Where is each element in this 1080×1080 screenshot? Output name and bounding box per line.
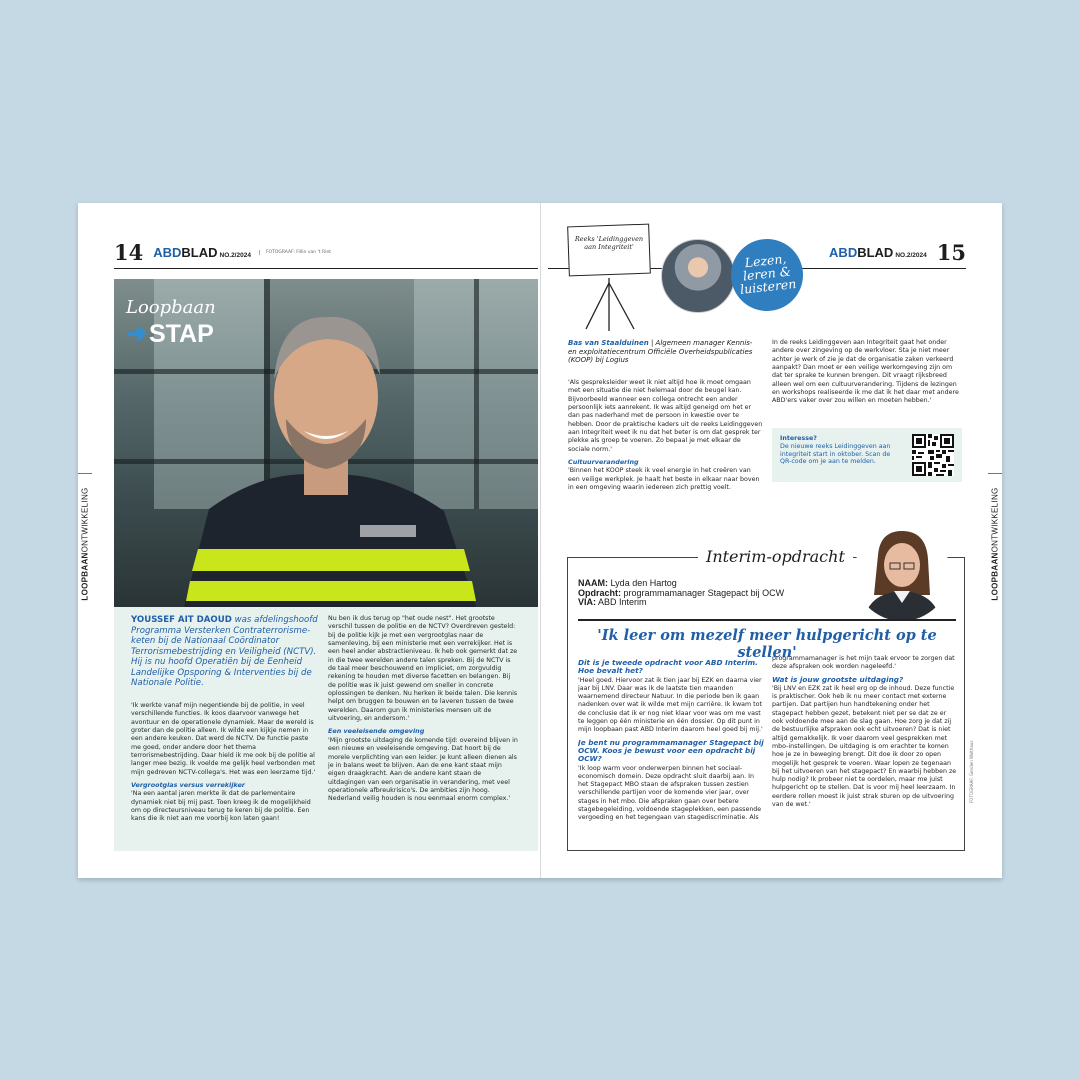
interim-title: Interim-opdracht bbox=[698, 547, 853, 566]
answer: 'Bij LNV en EZK zat ik heel erg op de inhoud. Deze functie is praktischer. Ook heb ik nu meer contact met externe partijen. Dat partijen hun handtekening onder het stagepact hebben gezet, betekent niet per se dat ze er ook voldoende mee aan de slag gaan. Hoe zorg je dat zij de bestuurlijke afspraken ook echt uitvoeren? Dat is niet altijd gemakkelijk. Ik voer daarom veel gesprekken met mbo-instellingen. De uitdaging is om erachter te komen hoe je ze in beweging brengt. Dit doe ik door zo open mogelijk het gesprek te voeren. Waar lopen ze tegenaan bij het uitvoeren van het stagepact? En waarbij hebben ze hulp nodig? Ik probeer niet te oordelen, maar me juist hulpgericht op te stellen. Dat is voor mij heel leerzaam. In eerdere rollen moest ik juist strak sturen op de uitvoering van de wet.' bbox=[772, 684, 957, 809]
photo-credit-right: FOTOGRAAF: Gerdien Wolthaus bbox=[969, 740, 974, 803]
qr-code-icon[interactable] bbox=[912, 434, 954, 476]
page-number-right: 15 bbox=[936, 240, 966, 265]
divider bbox=[578, 619, 956, 621]
opdracht-value: programmamanager Stagepact bij OCW bbox=[623, 587, 785, 598]
issue-number-right: NO.2/2024 bbox=[895, 252, 927, 259]
pull-quote: 'Ik leer om mezelf meer hulpgericht op te stellen' bbox=[597, 627, 937, 661]
question: Dit is je tweede opdracht voor ABD Interim. Hoe bevalt het? bbox=[578, 658, 758, 676]
answer: 'Ik loop warm voor onderwerpen binnen het sociaal-economisch domein. Deze opdracht sluit daarbij aan. In het Stagepact MBO staan de afspraken tussen zestien verschillende partijen voor de komende vier jaar, over stages in het mbo. Die afspraken gaan over betere stagebegeleiding, voldoende stageplekken, een passende vergoeding en het tegengaan van stagediscriminatie. Als bbox=[578, 764, 762, 822]
lyda-illustration bbox=[854, 525, 950, 621]
naam-value: Lyda den Hartog bbox=[610, 578, 677, 588]
question: Je bent nu programmamanager Stagepact bij OCW. Koos je bewust voor een opdracht bij OCW? bbox=[578, 737, 764, 764]
magazine-spread bbox=[78, 203, 1002, 878]
answer: 'Heel goed. Hiervoor zat ik tien jaar bij EZK en daarna vier jaar bij LNV. Daar was ik de laatste tien maanden waarnemend directeur Natuur. In die periode ben ik gaan nadenken over wat ik wilde met mijn carrière. Ik kwam tot de conclusie dat ik er nog niet klaar voor was om me vast te leggen op één ministerie en één dossier. Op dit punt in mijn loopbaan past ABD Interim daarom heel goed bij mij.' bbox=[578, 676, 763, 734]
subheading: Cultuurverandering bbox=[568, 458, 639, 467]
interview-column-2 bbox=[772, 655, 958, 847]
section-title-stap: ➔STAP bbox=[126, 320, 214, 348]
paragraph: Nu ben ik dus terug op "het oude nest". Het grootste verschil tussen de politie en de NCTV? Overdreven gesteld: bij de politie kijk je met een vergrootglas naar de samenleving, bij een ministerie met een verrekijker. Het is een heel ander abstractieniveau. Ik heb ook gemerkt dat ze in die twee werelden andere talen spreken. Bij de NCTV is de taal meer beschouwend en impliciet, om zorgvuldig rekening te houden met diverse facetten en belangen. Bij de politie was ik juist gewend om sneller in concrete oplossingen te denken. Nu herken ik beide talen. Die kennis helpt om bruggen te bouwen en te laveren tussen de twee werelden. Daarom gun ik ministeries mensen uit de uitvoering, en andersom.' bbox=[328, 615, 518, 723]
via-value: ABD Interim bbox=[598, 597, 647, 607]
section-script-loopbaan: Loopbaan bbox=[126, 297, 216, 318]
gutter bbox=[540, 203, 541, 878]
easel-legs-icon bbox=[568, 223, 658, 333]
subheading: Een veeleisende omgeving bbox=[328, 727, 425, 736]
brand-logo-right: ABDBLAD NO.2/2024 bbox=[829, 245, 927, 260]
right-column-2 bbox=[772, 339, 962, 423]
left-page-header bbox=[114, 237, 538, 269]
badge-lezen-leren-luisteren: Lezen, leren & luisteren bbox=[727, 235, 806, 314]
portrait-photo-youssef bbox=[114, 279, 538, 607]
byline-bas: Bas van Staalduinen | Algemeen manager Kennis- en exploitatiecentrum Officiële Overheidspublicaties (KOOP) bij Logius bbox=[568, 339, 753, 364]
paragraph: In de reeks Leidinggeven aan Integriteit gaat het onder andere over zingeving op de werkvloer. Sta je niet meer achter je werk of zie je dat de organisatie zaken verkeerd aanpakt? Dan moet er een veilige werkomgeving zijn om dat ter sprake te kunnen brengen. Dit vraagt rijksbreed alleen wel om een cultuurverandering. Tijdens de lezingen en workshops realiseerde ik me dat ik het daar met andere ABD'ers vaker over zou willen en moeten hebben.' bbox=[772, 339, 959, 405]
question: Wat is jouw grootste uitdaging? bbox=[772, 674, 904, 684]
paragraph: 'Binnen het KOOP steek ik veel energie in het creëren van een veilige werkplek. Je haalt het beste in elkaar naar boven in een omgeving waarin iedereen zich prettig voelt. bbox=[568, 467, 760, 492]
interesse-text: De nieuwe reeks Leidinggeven aan integriteit start in oktober. Scan de QR-code om je aan te melden. bbox=[780, 442, 891, 466]
page-number-left: 14 bbox=[114, 240, 144, 265]
interim-meta: NAAM: Lyda den Hartog Opdracht: programmamanager Stagepact bij OCW VIA: ABD Interim bbox=[578, 578, 785, 607]
easel-sign bbox=[568, 223, 658, 333]
avatar-bas bbox=[661, 239, 735, 313]
left-column-2 bbox=[328, 615, 520, 853]
lede-paragraph: YOUSSEF AIT DAOUD was afdelingshoofd Programma Versterken Contraterrorisme-keten bij de Nationaal Coördinator Terrorismebestrijding en Veiligheid (NCTV). Hij is nu hoofd Operatiën bij de Eenheid Landelijke Opsporing & Interventies bij de Nationale Politie. bbox=[131, 615, 318, 688]
portrait-lyda bbox=[854, 525, 950, 621]
paragraph: 'Als gespreksleider weet ik niet altijd hoe ik moet omgaan met een situatie die niet helemaal door de beugel kan. Bijvoorbeeld wanneer een collega ontrecht een ander persoonlijk iets aanrekent. Ik was altijd geneigd om het er dan pas naderhand met de persoon in kwestie over te hebben. Door de praktische kaders uit de reeks Leidinggeven aan Integriteit weet ik nu dat het beter is om dat gesprek ter plekke als groep te voeren. Zo bepaal je met elkaar de sociale norm.' bbox=[568, 379, 763, 453]
interview-column-1 bbox=[578, 655, 764, 847]
interesse-title: Interesse? bbox=[780, 435, 817, 442]
easel-text: Reeks 'Leidinggeven aan Integriteit' bbox=[574, 235, 644, 251]
photo-credit-left: FOTOGRAAF: Fillin van 't Riet bbox=[259, 250, 331, 255]
subheading: Vergrootglas versus verrekijker bbox=[131, 781, 245, 790]
side-label-right: LOOPBAANONTWIKKELING bbox=[988, 473, 1002, 613]
right-column-1 bbox=[568, 379, 764, 519]
left-column-1 bbox=[131, 702, 319, 852]
paragraph: 'Ik werkte vanaf mijn negentiende bij de politie, in veel verschillende functies. Ik koos daarvoor vanwege het avontuur en de operationele dynamiek. Maar de wereld is groter dan de politie alleen. Ik wilde een kijkje nemen in een andere keuken. Dat werd de NCTV. De functie paste me goed, onder andere door het thema terrorismebestrijding. Daar hield ik me ook bij de politie al langer mee bezig. Ik voelde me gelijk heel verbonden met mijn gedreven NCTV-collega's. Het was een leerzame tijd.' bbox=[131, 702, 316, 776]
interesse-box bbox=[772, 428, 962, 482]
side-label-left: LOOPBAANONTWIKKELING bbox=[78, 473, 92, 613]
paragraph: 'Na een aantal jaren merkte ik dat de parlementaire dynamiek niet bij mij past. Toen kreeg ik de mogelijkheid om op directeursniveau terug te keren bij de politie. Een kans die ik niet aan me voorbij kon laten gaan! bbox=[131, 790, 311, 823]
issue-number-left: NO.2/2024 bbox=[219, 252, 251, 259]
arrow-right-icon: ➔ bbox=[126, 320, 147, 348]
paragraph: 'Mijn grootste uitdaging de komende tijd: overeind blijven in een nieuwe en veeleisende omgeving. Dat hoort bij de morele verplichting van een leider. Je kunt alleen dienen als je in balans weet te blijven. Aan de ene kant staat mijn eigen draagkracht. Aan de andere kant staan de uitdagingen van een organisatie in verandering, met veel operationele afbreukrisico's. De ambities zijn hoog. Nederland veilig houden is nou eenmaal enorm complex.' bbox=[328, 736, 518, 803]
brand-logo-left: ABDBLAD NO.2/2024 bbox=[153, 245, 251, 260]
answer: programmamanager is het mijn taak ervoor te zorgen dat deze afspraken ook worden nageleefd.' bbox=[772, 655, 955, 671]
